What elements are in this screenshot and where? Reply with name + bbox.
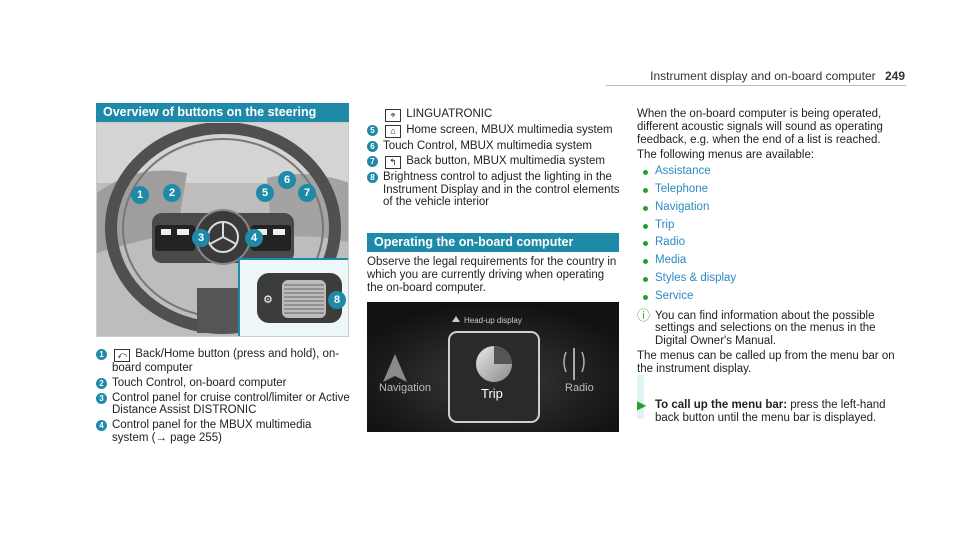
header-rule [606, 85, 906, 86]
list-item: 6 Touch Control, MBUX multimedia system [367, 140, 622, 153]
list-item: 8 Brightness control to adjust the lighting in the Instrument Display and in the control elements of the vehicle interior [367, 171, 622, 209]
home-icon: ⌂ [385, 125, 401, 138]
menu-bar-text: The menus can be called up from the menu bar on the instrument display. [637, 349, 895, 375]
menu-link-media[interactable]: Media [637, 252, 907, 270]
list-item: ⌖ LINGUATRONIC [367, 108, 622, 122]
callout-2: 2 [163, 184, 181, 202]
back-home-icon: ⤺ [114, 349, 130, 362]
menu-link-telephone[interactable]: Telephone [637, 181, 907, 199]
callout-4: 4 [245, 229, 263, 247]
menu-navigation: Navigation [379, 382, 431, 394]
menu-trip: Trip [481, 386, 503, 401]
callout-1: 1 [131, 186, 149, 204]
menu-radio: Radio [565, 382, 594, 394]
linguatronic-icon: ⌖ [385, 109, 401, 122]
menu-link-styles-display[interactable]: Styles & display [637, 270, 907, 288]
list-item: 2 Touch Control, on-board computer [96, 377, 351, 390]
callout-7: 7 [298, 184, 316, 202]
overview-heading: Overview of buttons on the steering [96, 103, 349, 122]
item-number: 1 [96, 349, 107, 360]
action-arrow-icon: ▶ [637, 398, 647, 412]
callout-5: 5 [256, 184, 274, 202]
steering-wheel-drawing [97, 123, 349, 337]
item-number: 5 [367, 125, 378, 136]
item-number: 3 [96, 393, 107, 404]
menu-link-assistance[interactable]: Assistance [637, 163, 907, 181]
operating-heading: Operating the on-board computer [367, 233, 619, 252]
running-header [650, 69, 905, 83]
svg-text:⚙: ⚙ [263, 293, 273, 306]
callout-6: 6 [278, 171, 296, 189]
callout-8: 8 [328, 291, 346, 309]
instrument-display-image [367, 302, 619, 432]
overview-list-part1 [96, 348, 351, 447]
menus-intro: The following menus are available: [637, 149, 815, 162]
menu-link-service[interactable]: Service [637, 288, 907, 306]
headup-tab-label: Head-up display [464, 316, 522, 325]
note: ⓘ You can find information about the possible settings and selections on the menus in the Digital Owner's Manual. [637, 307, 876, 348]
list-item: 1 ⤺ Back/Home button (press and hold), on-board computer [96, 348, 351, 375]
section-title: Instrument display and on-board computer [650, 69, 876, 83]
right-column [637, 108, 907, 376]
list-item: 7 ↰ Back button, MBUX multimedia system [367, 155, 622, 169]
menu-link-radio[interactable]: Radio [637, 234, 907, 252]
list-item: 5 ⌂ Home screen, MBUX multimedia system [367, 124, 622, 138]
overview-list-part2 [367, 108, 622, 211]
item-number: 7 [367, 156, 378, 167]
item-number: 4 [96, 420, 107, 431]
back-icon: ↰ [385, 156, 401, 169]
menu-link-trip[interactable]: Trip [637, 217, 907, 235]
steering-wheel-illustration [96, 122, 349, 337]
menu-list [637, 163, 907, 305]
list-item: 4 Control panel for the MBUX multimedia system (→ page 255) [96, 419, 351, 445]
item-number: 2 [96, 378, 107, 389]
action-label: To call up the menu bar: [655, 399, 788, 411]
list-item: 3 Control panel for cruise control/limiter or Active Distance Assist DISTRONIC [96, 392, 351, 418]
menu-link-navigation[interactable]: Navigation [637, 199, 907, 217]
operating-body: Observe the legal requirements for the country in which you are currently driving when operating the on-board computer. [367, 256, 617, 294]
item-number: 8 [367, 172, 378, 183]
item-number: 6 [367, 141, 378, 152]
info-note-icon: ⓘ [637, 307, 651, 323]
callout-3: 3 [192, 229, 210, 247]
page-number: 249 [884, 69, 905, 83]
intro-text: When the on-board computer is being operated, different acoustic signals will sound as operating feedback, e.g. when the end of a list is reached. [637, 108, 883, 146]
action-step [637, 389, 907, 425]
action-text: press the left-hand back button until the menu bar is displayed. [655, 399, 886, 424]
